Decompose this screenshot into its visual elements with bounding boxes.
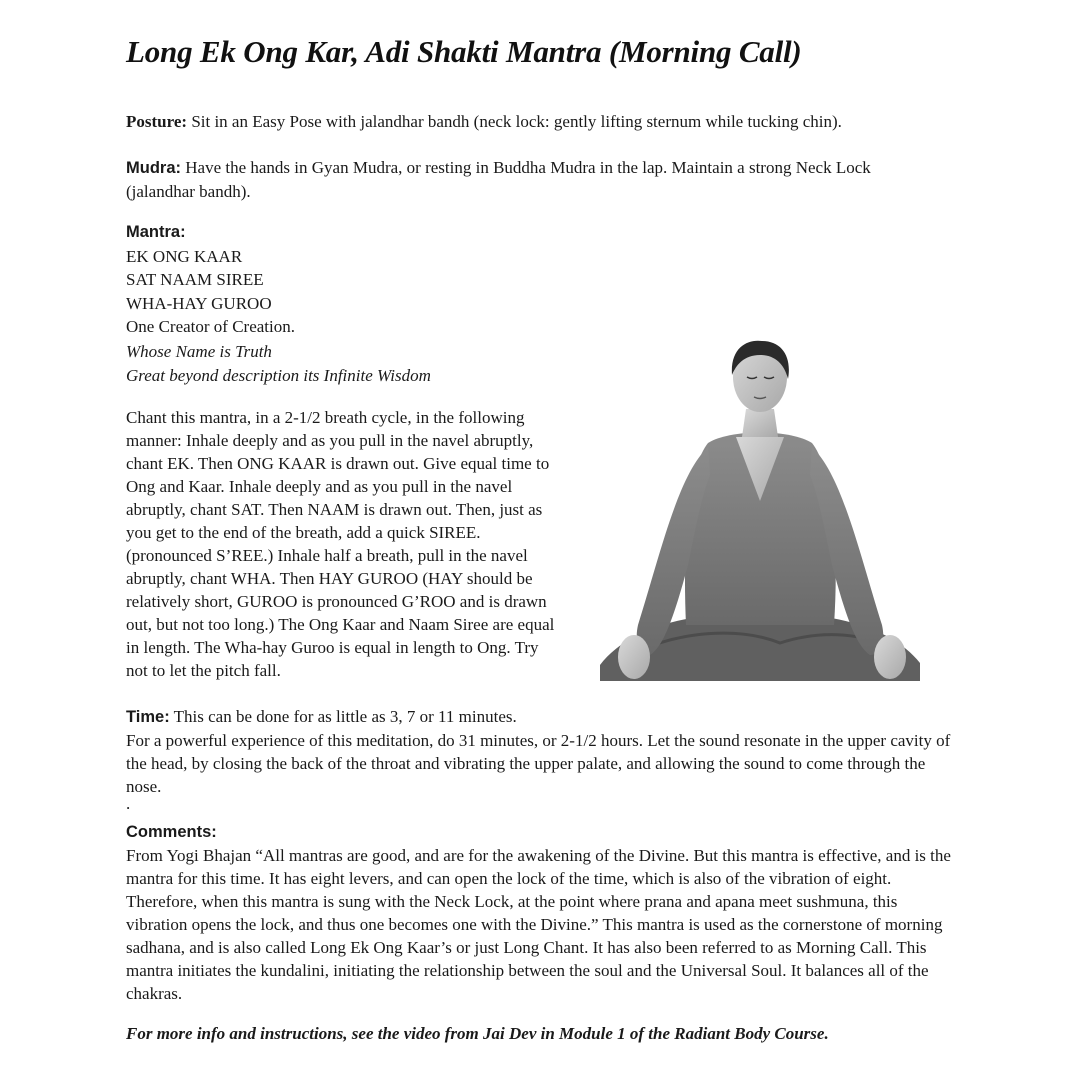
mantra-translation: One Creator of Creation. xyxy=(126,317,295,336)
chant-instructions: Chant this mantra, in a 2-1/2 breath cycle, in the following manner: Inhale deeply and as you pull in the navel abruptly, chant EK. Then ONG KAAR is drawn out. Give equal time to Ong and Kaar. Inhale deeply and as you pull in the navel abruptly, chant SAT. Then NAAM is drawn out. Then, just as you get to the end of the breath, add a quick SIREE. (pronounced S’REE.) Inhale half a breath, pull in the navel abruptly, chant WHA. Then HAY GUROO (HAY should be relatively short, GUROO is pronounced G’ROO and is drawn out, but not too long.) The Ong Kaar and Naam Siree are equal in length. The Wha-hay Guroo is equal in length to Ong. Try not to let the pitch fall. xyxy=(126,408,555,680)
meditation-pose-photo xyxy=(590,325,930,687)
posture-paragraph xyxy=(126,110,956,133)
mudra-text: Have the hands in Gyan Mudra, or resting in Buddha Mudra in the lap. Maintain a strong Neck Lock (jalandhar bandh). xyxy=(126,158,871,201)
comments-label: Comments: xyxy=(126,823,217,841)
mantra-line: WHA-HAY GUROO xyxy=(126,293,272,313)
time-text-detail: For a powerful experience of this meditation, do 31 minutes, or 2-1/2 hours. Let the sound resonate in the upper cavity of the head, by closing the back of the throat and vibrating the upper palate, and allowing the sound to come through the nose. xyxy=(126,731,951,796)
mudra-paragraph xyxy=(126,156,941,203)
mantra-line: SAT NAAM SIREE xyxy=(126,270,264,289)
time-paragraph xyxy=(126,705,956,798)
posture-text: Sit in an Easy Pose with jalandhar bandh (neck lock: gently lifting sternum while tucking chin). xyxy=(187,112,842,131)
mantra-translation: Great beyond description its Infinite Wisdom xyxy=(126,366,431,385)
mantra-line: EK ONG KAAR xyxy=(126,246,243,266)
stray-mark: . xyxy=(126,794,131,813)
mudra-label: Mudra: xyxy=(126,159,181,177)
posture-label: Posture: xyxy=(126,112,188,131)
time-text: This can be done for as little as 3, 7 or 11 minutes. xyxy=(169,707,517,726)
page-title: Long Ek Ong Kar, Adi Shakti Mantra (Morning Call) xyxy=(126,34,802,69)
comments-text: From Yogi Bhajan “All mantras are good, and are for the awakening of the Divine. But this mantra is effective, and is the mantra for this time. It has eight levers, and can open the lock of the time, which is also of the vibration of eight. Therefore, when this mantra is sung with the Neck Lock, at the point where prana and apana meet sushmuna, this vibration opens the lock, and thus one becomes one with the Divine.” This mantra is used as the cornerstone of morning sadhana, and is also called Long Ek Ong Kaar’s or just Long Chant. It has also been referred to as Morning Call. This mantra initiates the kundalini, initiating the relationship between the soul and the Universal Soul. It balances all of the chakras. xyxy=(126,846,951,1003)
mantra-label: Mantra: xyxy=(126,223,186,241)
footer-note: For more info and instructions, see the video from Jai Dev in Module 1 of the Radiant Body Course. xyxy=(126,1024,829,1043)
time-label: Time: xyxy=(126,708,170,726)
mantra-section xyxy=(126,221,626,389)
mantra-translation: Whose Name is Truth xyxy=(126,341,272,361)
comments-paragraph xyxy=(126,820,961,1005)
